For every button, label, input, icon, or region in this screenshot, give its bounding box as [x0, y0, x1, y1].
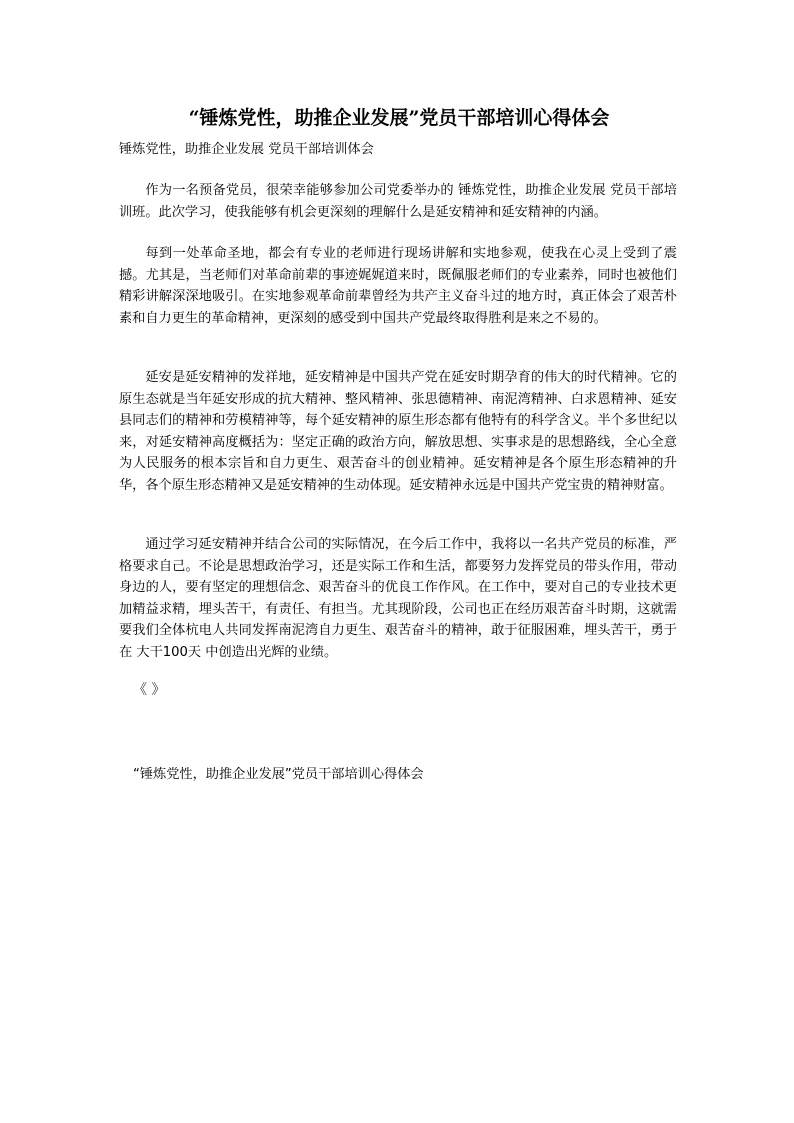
paragraph: 通过学习延安精神并结合公司的实际情况，在今后工作中，我将以一名共产党员的标准，严格要求自己。不论是思想政治学习，还是实际工作和生活，都要努力发挥党员的带头作用，带动身边的人，要有坚定的理想信念、艰苦奋斗的优良工作作风。在工作中，要对自己的专业技术更加精益求精，埋头苦干，有责任、有担当。尤其现阶段，公司也正在经历艰苦奋斗时期，这就需要我们全体杭电人共同发挥南泥湾自力更生、艰苦奋斗的精神，敢于征服困难，埋头苦干，勇于在 大干100天 中创造出光辉的业绩。 [119, 537, 677, 660]
paragraph: 每到一处革命圣地，都会有专业的老师进行现场讲解和实地参观，使我在心灵上受到了震撼。尤其是，当老师们对革命前辈的事迹娓娓道来时，既佩服老师们的专业素养，同时也被他们精彩讲解深深地吸引。在实地参观革命前辈曾经为共产主义奋斗过的地方时，真正体会了艰苦朴素和自力更生的革命精神，更深刻的感受到中国共产党最终取得胜利是来之不易的。 [119, 246, 677, 326]
document-title: “锤炼党性，助推企业发展”党员干部培训心得体会 [188, 107, 610, 129]
navigation-marks[interactable]: 《 》 [133, 682, 166, 698]
paragraph: 延安是延安精神的发祥地，延安精神是中国共产党在延安时期孕育的伟大的时代精神。它的原生态就是当年延安形成的抗大精神、整风精神、张思德精神、南泥湾精神、白求恩精神、延安县同志们的精神和劳模精神等，每个延安精神的原生形态都有他特有的科学含义。半个多世纪以来，对延安精神高度概括为：坚定正确的政治方向，解放思想、实事求是的思想路线，全心全意为人民服务的根本宗旨和自力更生、艰苦奋斗的创业精神。延安精神是各个原生形态精神的升华，各个原生形态精神又是延安精神的生动体现。延安精神永远是中国共产党宝贵的精神财富。 [119, 370, 677, 493]
related-article-link[interactable]: “锤炼党性，助推企业发展”党员干部培训心得体会 [133, 767, 424, 782]
document-subtitle: 锤炼党性，助推企业发展 党员干部培训体会 [119, 142, 374, 157]
paragraph: 作为一名预备党员，很荣幸能够参加公司党委举办的 锤炼党性，助推企业发展 党员干部培训班。此次学习，使我能够有机会更深刻的理解什么是延安精神和延安精神的内涵。 [119, 183, 677, 220]
